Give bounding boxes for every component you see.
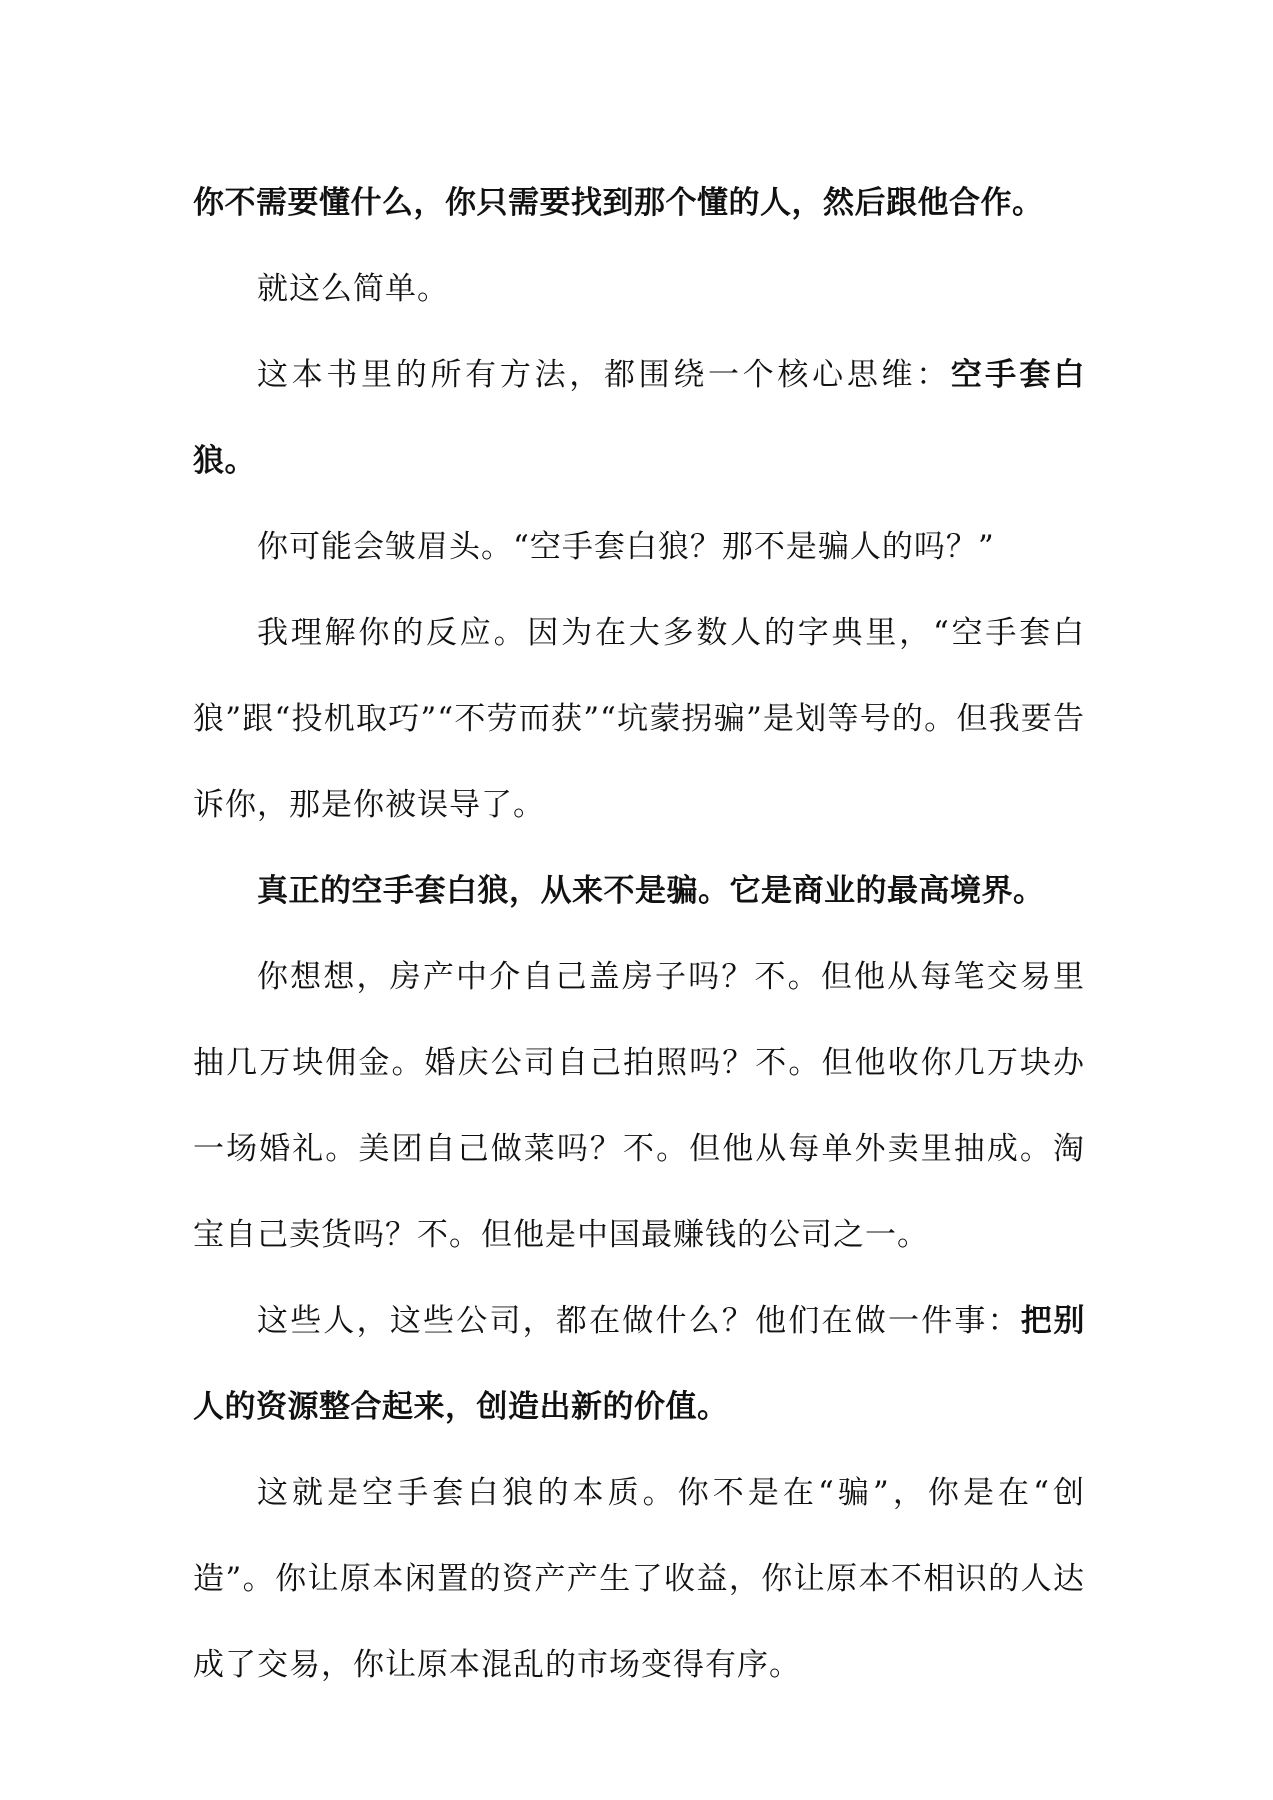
text: 我理解你的反应。因为在大多数人的字典里，“空手套白狼”跟“投机取巧”“不劳而获”“坑蒙拐骗”是划等号的。但我要告诉你，那是你被误导了。 <box>193 615 1085 823</box>
text: 你可能会皱眉头。“空手套白狼？那不是骗人的吗？” <box>257 529 995 565</box>
text: 这就是空手套白狼的本质。你不是在“骗”，你是在“创造”。你让原本闲置的资产产生了收益，你让原本不相识的人达成了交易，你让原本混乱的市场变得有序。 <box>193 1475 1085 1683</box>
paragraph <box>193 848 1085 934</box>
bold-text: 真正的空手套白狼，从来不是骗。它是商业的最高境界。 <box>257 873 1045 909</box>
bold-text: 空手套白狼。 <box>193 357 1086 479</box>
paragraph <box>193 1450 1085 1708</box>
paragraph <box>193 332 1085 504</box>
text: 你想想，房产中介自己盖房子吗？不。但他从每笔交易里抽几万块佣金。婚庆公司自己拍照吗？不。但他收你几万块办一场婚礼。美团自己做菜吗？不。但他从每单外卖里抽成。淘宝自己卖货吗？不。但他是中国最赚钱的公司之一。 <box>193 959 1085 1253</box>
paragraph <box>193 590 1085 848</box>
bold-text: 把别人的资源整合起来，创造出新的价值。 <box>193 1303 1086 1425</box>
text: 这些人，这些公司，都在做什么？他们在做一件事： <box>257 1303 1021 1339</box>
text: 这本书里的所有方法，都围绕一个核心思维： <box>257 357 951 393</box>
paragraph <box>193 246 1085 332</box>
paragraph <box>193 504 1085 590</box>
text: 就这么简单。 <box>257 271 449 307</box>
bold-text: 你不需要懂什么，你只需要找到那个懂的人，然后跟他合作。 <box>193 185 1044 221</box>
paragraph <box>193 160 1085 246</box>
body-text <box>193 160 1085 1708</box>
paragraph <box>193 934 1085 1278</box>
paragraph <box>193 1278 1085 1450</box>
